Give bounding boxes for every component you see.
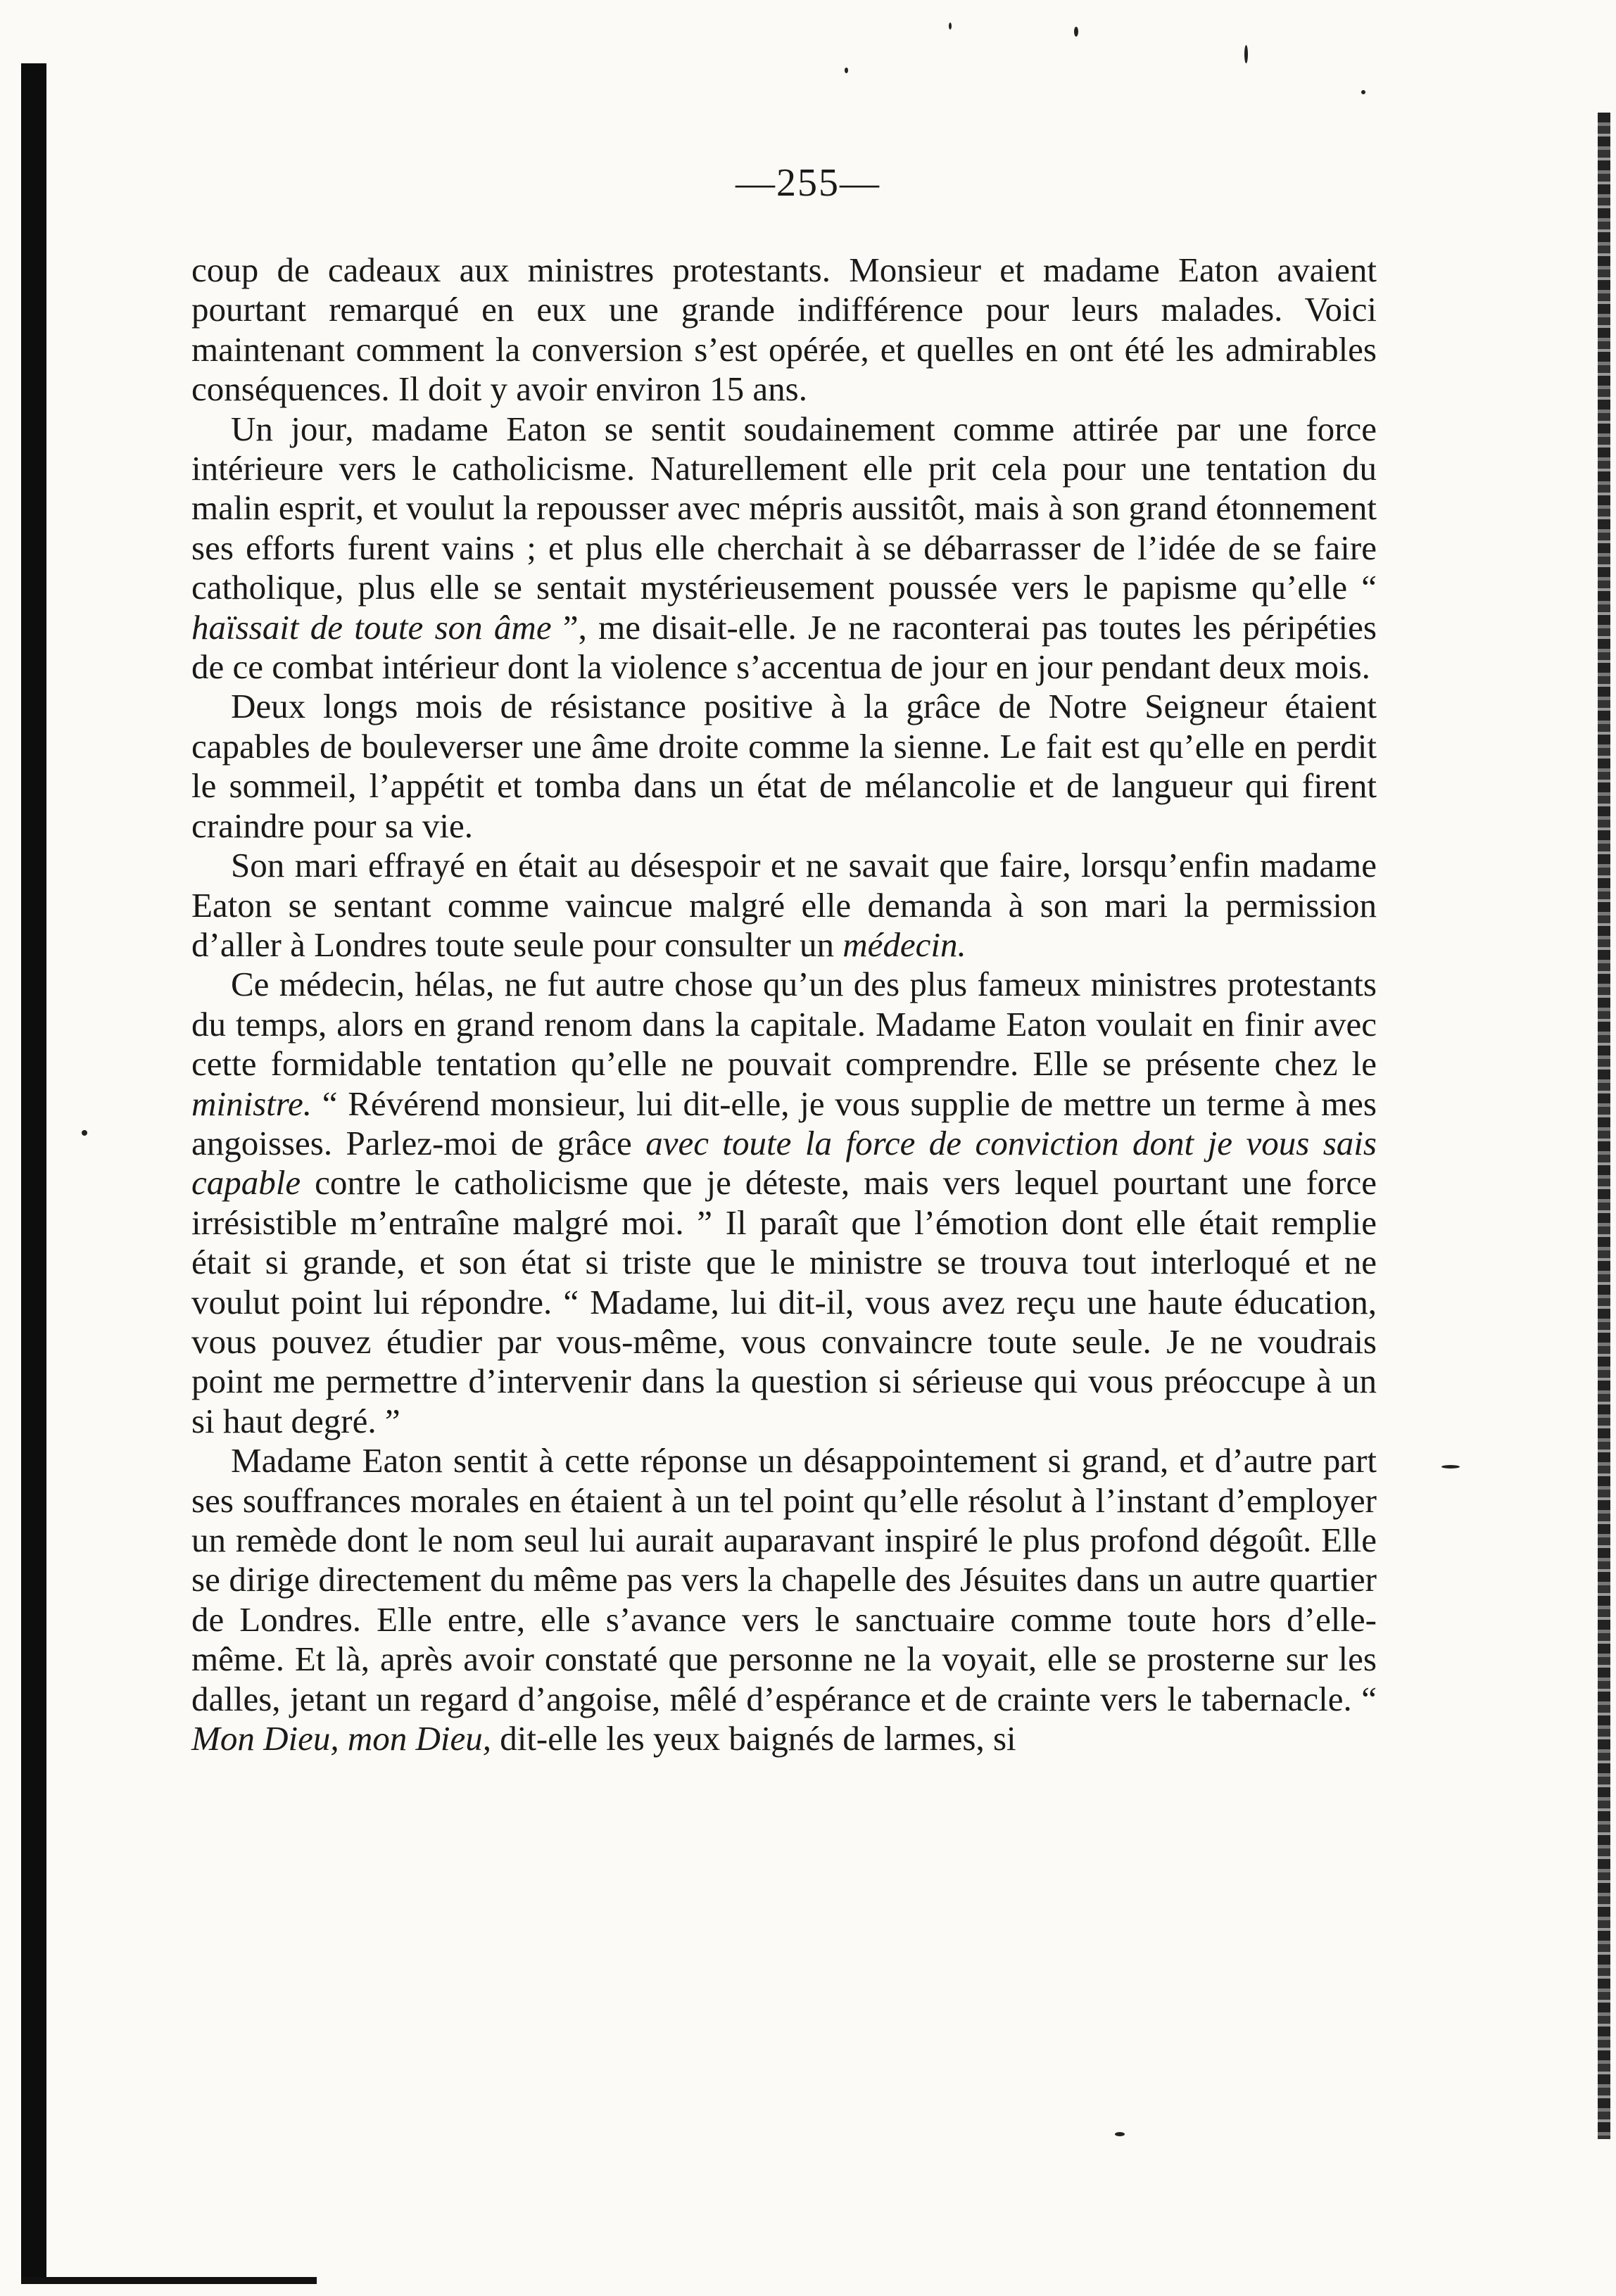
scan-speck — [1115, 2132, 1125, 2136]
paragraph — [191, 1441, 1377, 1758]
text-run: Deux longs mois de résistance positive à la grâce de Notre Seigneur étaient capables de bouleverser une âme droite comme la sienne. Le fait est qu’elle en perdit le sommeil, l’appétit et tomba dans un état de mélancolie et de langueur qui firent craindre pour sa vie. — [191, 687, 1377, 845]
text-run: coup de cadeaux aux ministres protestants. Monsieur et madame Eaton avaient pourtant remarqué en eux une grande indifférence pour leurs malades. Voici maintenant comment la conversion s’est opérée, et quelles en ont été les admirables conséquences. Il doit y avoir environ 15 ans. — [191, 250, 1377, 409]
text-run: contre le catholicisme que je déteste, mais vers lequel pourtant une force irrésistible m’entraîne malgré moi. ” Il paraît que l’émotion dont elle était remplie était si grande, et son état si triste que le ministre se trouva tout interloqué et ne voulut point lui répondre. “ Madame, lui dit-il, vous avez reçu une haute éducation, vous pouvez étudier par vous-même, vous convaincre toute seule. Je ne voudrais point me permettre d’intervenir dans la question si sérieuse qui vous préoccupe à un si haut degré. ” — [191, 1163, 1377, 1440]
scan-speck — [82, 1130, 87, 1136]
text-run: Madame Eaton sentit à cette réponse un désappointement si grand, et d’autre part ses souffrances morales en étaient à un tel point qu’elle résolut à l’instant d’employer un remède dont le nom seul lui aurait auparavant inspiré le plus profond dégoût. Elle se dirige directement du même pas vers la chapelle des Jésuites dans un autre quartier de Londres. Elle entre, elle s’avance vers le sanctuaire comme toute hors d’elle-même. Et là, après avoir constaté que personne ne la voyait, elle se prosterne sur les dalles, jetant un regard d’angoise, mêlé d’espérance et de crainte vers le tabernacle. “ — [191, 1441, 1377, 1718]
text-run: Ce médecin, hélas, ne fut autre chose qu’un des plus fameux ministres protestants du temps, alors en grand renom dans la capitale. Madame Eaton voulait en finir avec cette formidable tentation qu’elle ne pouvait comprendre. Elle se présente chez le — [191, 965, 1377, 1084]
paragraph — [191, 687, 1377, 846]
italic-text: médecin. — [842, 925, 966, 964]
paragraph — [191, 410, 1377, 687]
page-number: —255— — [736, 161, 880, 205]
paragraph — [191, 965, 1377, 1441]
italic-text: Mon Dieu, mon Dieu, — [191, 1719, 491, 1758]
body-text — [191, 250, 1377, 1758]
scan-speck — [845, 68, 848, 73]
paragraph — [191, 250, 1377, 410]
scan-binding-edge — [21, 63, 46, 2280]
text-run: Son mari effrayé en était au désespoir et ne savait que faire, lorsqu’enfin madame Eaton se sentant comme vaincue malgré elle demanda à son mari la permission d’aller à Londres toute seule pour consulter un — [191, 846, 1377, 964]
text-run: “ Révérend monsieur, lui dit-elle, je vous supplie de mettre un terme à mes angoisses. Parlez-moi de grâce — [191, 1084, 1377, 1162]
paragraph — [191, 846, 1377, 965]
text-run: ”, me disait-elle. Je ne raconterai pas toutes les péripéties de ce combat intérieur dont la violence s’accentua de jour en jour pendant deux mois. — [191, 607, 1377, 687]
text-run: Un jour, madame Eaton se sentit soudainement comme attirée par une force intérieure vers le catholicisme. Naturellement elle prit cela pour une tentation du malin esprit, et voulut la repousser avec mépris aussitôt, mais à son grand étonnement ses efforts furent vains ; et plus elle cherchait à se débarrasser de l’idée de se faire catholique, plus elle se sentait mystérieusement poussée vers le papisme qu’elle “ — [191, 409, 1377, 607]
scan-speck — [1441, 1465, 1460, 1469]
scan-speck — [1361, 90, 1365, 94]
scan-right-edge — [1598, 113, 1610, 2139]
italic-text: avec toute la force de conviction dont je vous sais capable — [191, 1123, 1377, 1203]
italic-text: ministre. — [191, 1084, 313, 1123]
scan-speck — [1074, 27, 1078, 37]
scan-speck — [1244, 45, 1248, 63]
scan-speck — [949, 23, 952, 30]
italic-text: haïssait de toute son âme — [191, 607, 552, 647]
scan-bottom-edge — [21, 2277, 317, 2284]
text-run: dit-elle les yeux baignés de larmes, si — [491, 1719, 1016, 1758]
